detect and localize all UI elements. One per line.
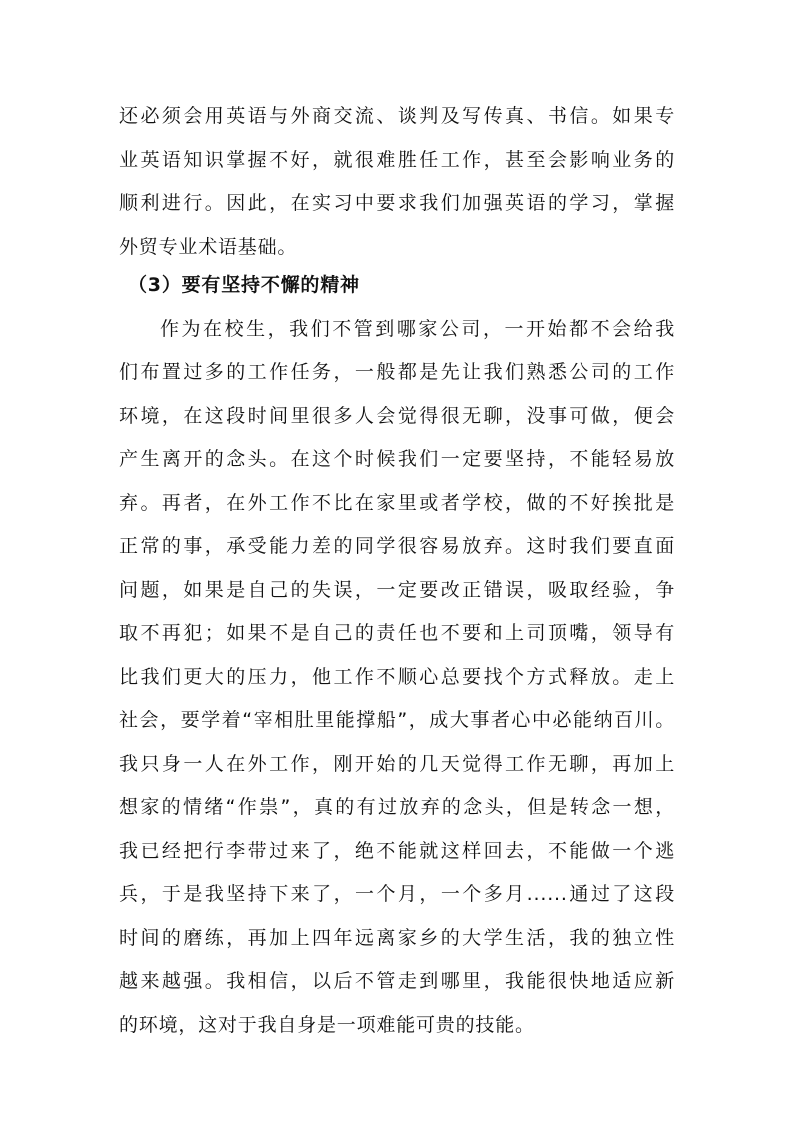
paragraph-line: 弃。再者，在外工作不比在家里或者学校，做的不好挨批是 xyxy=(119,492,675,514)
paragraph-line: 们布置过多的工作任务，一般都是先让我们熟悉公司的工作 xyxy=(119,361,675,383)
paragraph-line: 正常的事，承受能力差的同学很容易放弃。这时我们要直面 xyxy=(119,535,675,557)
paragraph-line: 问题，如果是自己的失误，一定要改正错误，吸取经验，争 xyxy=(119,579,675,601)
paragraph-line: 外贸专业术语基础。 xyxy=(119,236,298,258)
paragraph-line: 比我们更大的压力，他工作不顺心总要找个方式释放。走上 xyxy=(119,666,675,688)
section-heading: （3）要有坚持不懈的精神 xyxy=(128,274,360,296)
paragraph-line: 越来越强。我相信，以后不管走到哪里，我能很快地适应新 xyxy=(119,970,675,992)
paragraph-line: 社会，要学着“宰相肚里能撑船”，成大事者心中必能纳百川。 xyxy=(119,709,675,731)
paragraph-line: 想家的情绪“作祟”，真的有过放弃的念头，但是转念一想， xyxy=(119,796,675,818)
paragraph-line: 业英语知识掌握不好，就很难胜任工作，甚至会影响业务的 xyxy=(119,149,675,171)
paragraph-line: 时间的磨练，再加上四年远离家乡的大学生活，我的独立性 xyxy=(119,927,675,949)
paragraph-line: 兵，于是我坚持下来了，一个月，一个多月......通过了这段 xyxy=(119,883,675,905)
paragraph-line: 环境，在这段时间里很多人会觉得很无聊，没事可做，便会 xyxy=(119,405,675,427)
paragraph-line: 还必须会用英语与外商交流、谈判及写传真、书信。如果专 xyxy=(119,105,675,127)
paragraph-line: 的环境，这对于我自身是一项难能可贵的技能。 xyxy=(119,1014,535,1036)
paragraph-line: 我只身一人在外工作，刚开始的几天觉得工作无聊，再加上 xyxy=(119,753,675,775)
paragraph-line: 取不再犯；如果不是自己的责任也不要和上司顶嘴，领导有 xyxy=(119,622,675,644)
paragraph-line: 产生离开的念头。在这个时候我们一定要坚持，不能轻易放 xyxy=(119,448,675,470)
paragraph-line: 我已经把行李带过来了，绝不能就这样回去，不能做一个逃 xyxy=(119,840,675,862)
paragraph-line: 作为在校生，我们不管到哪家公司，一开始都不会给我 xyxy=(160,318,675,340)
paragraph-line: 顺利进行。因此，在实习中要求我们加强英语的学习，掌握 xyxy=(119,192,675,214)
